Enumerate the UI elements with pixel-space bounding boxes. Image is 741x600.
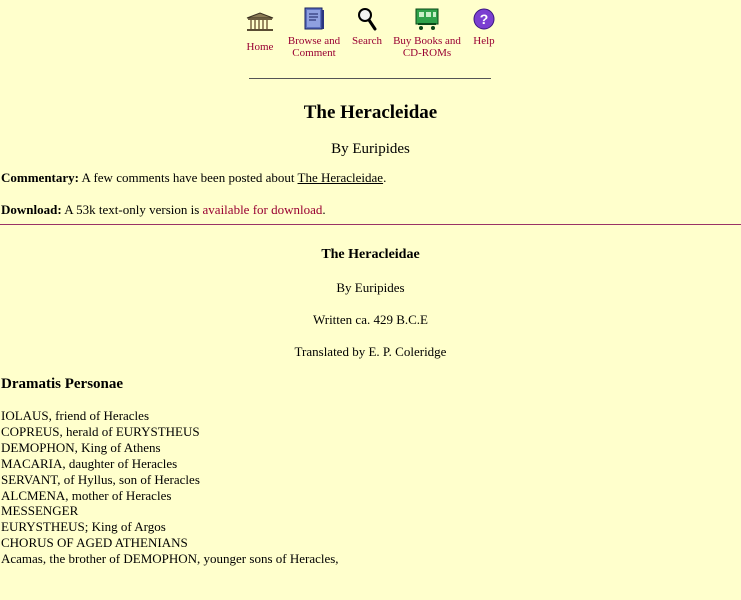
commentary-period: . xyxy=(383,170,387,185)
temple-icon xyxy=(244,12,276,38)
nav-buy-label-2: CD-ROMs xyxy=(402,47,452,59)
page-title: The Heracleidae xyxy=(303,102,438,123)
list-item: SERVANT, of Hyllus, son of Heracles xyxy=(1,471,200,487)
nav-browse-label-2: Comment xyxy=(292,47,336,59)
nav-search-label: Search xyxy=(352,35,382,47)
list-item: EURYSTHEUS; King of Argos xyxy=(1,519,166,535)
list-item: DEMOPHON, King of Athens xyxy=(1,439,161,455)
svg-text:?: ? xyxy=(479,11,489,27)
nav-search[interactable] xyxy=(350,6,384,47)
nav-browse[interactable] xyxy=(286,6,342,59)
section-divider xyxy=(0,224,741,225)
list-item: IOLAUS, friend of Heracles xyxy=(1,408,150,423)
nav-home-label: Home xyxy=(246,41,274,53)
nav-browse-label-1: Browse and xyxy=(287,35,341,47)
nav-divider xyxy=(249,78,491,79)
cart-icon xyxy=(392,6,462,32)
nav-buy-label-1: Buy Books and xyxy=(393,35,461,47)
dramatis-personae-heading: Dramatis Personae xyxy=(1,376,124,392)
work-title: The Heracleidae xyxy=(321,247,420,262)
list-item: MESSENGER xyxy=(1,503,79,519)
nav-help[interactable] xyxy=(470,6,498,47)
list-item: COPREUS, herald of EURYSTHEUS xyxy=(1,423,200,439)
download-link[interactable]: available for download xyxy=(202,202,323,217)
list-item: ALCMENA, mother of Heracles xyxy=(1,487,172,503)
work-translated: Translated by E. P. Coleridge xyxy=(294,344,447,359)
commentary-line xyxy=(1,170,386,186)
commentary-text: A few comments have been posted about xyxy=(81,170,295,185)
download-label: Download: xyxy=(1,202,62,217)
nav-buy[interactable] xyxy=(392,6,462,59)
list-item: CHORUS OF AGED ATHENIANS xyxy=(1,535,188,551)
list-item: Acamas, the brother of DEMOPHON, younger sons of Heracles, xyxy=(1,551,339,567)
magnifier-icon xyxy=(350,6,384,32)
download-period: . xyxy=(322,202,326,217)
page-byline: By Euripides xyxy=(331,141,410,157)
list-item: MACARIA, daughter of Heracles xyxy=(1,455,178,471)
nav-help-label: Help xyxy=(473,35,495,47)
question-icon xyxy=(470,6,498,32)
commentary-link[interactable]: The Heracleidae xyxy=(297,170,384,185)
download-text: A 53k text-only version is xyxy=(64,202,200,217)
book-icon xyxy=(286,6,342,32)
commentary-label: Commentary: xyxy=(1,170,79,185)
work-written: Written ca. 429 B.C.E xyxy=(312,312,428,327)
nav-home[interactable] xyxy=(244,6,276,53)
work-byline: By Euripides xyxy=(336,280,405,295)
download-line xyxy=(1,202,326,218)
character-list xyxy=(1,408,339,567)
nav-bar xyxy=(0,0,741,80)
